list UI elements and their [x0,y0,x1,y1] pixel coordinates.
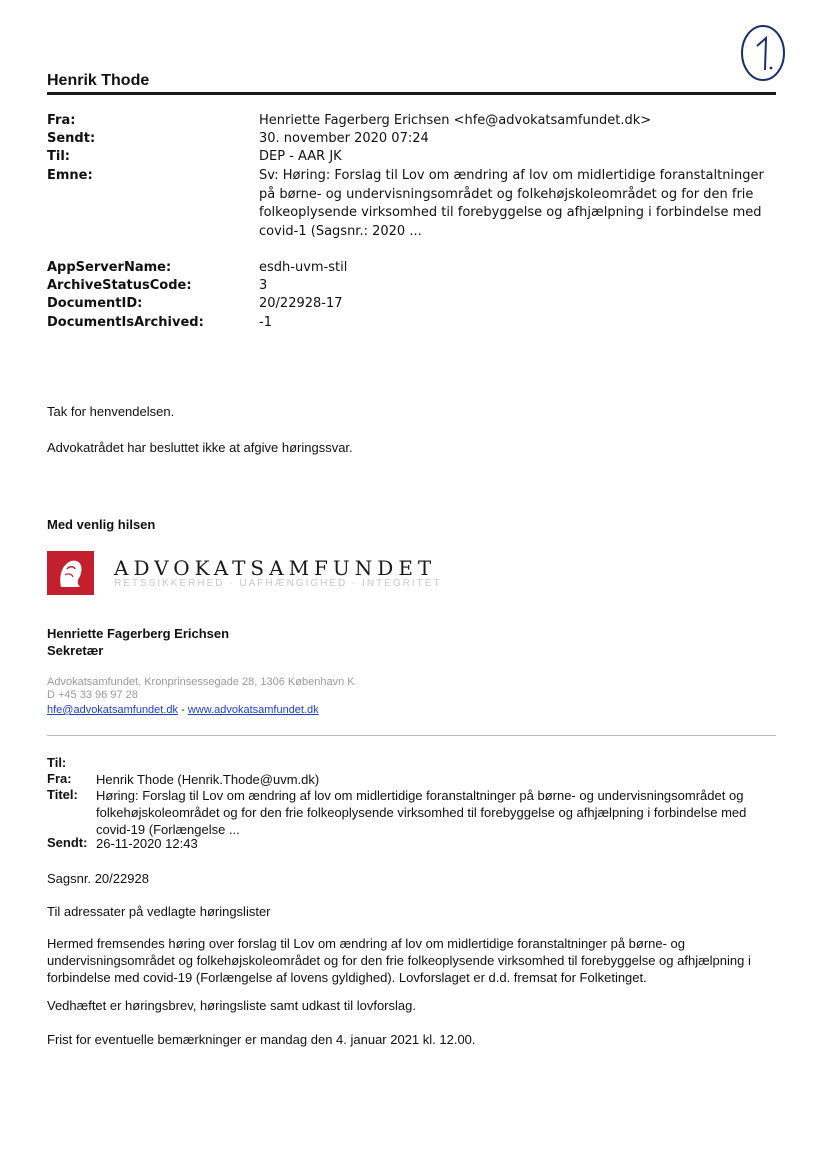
to-label: Til: [47,149,70,164]
appservername-label: AppServerName: [47,260,172,275]
link-separator: - [178,704,188,716]
signature-links [47,704,319,717]
subject-value: Sv: Høring: Forslag til Lov om ændring af lov om midlertidige foranstaltninger på børne- og undervisningsområdet og folkehøjskoleområdet og for den frie folkeoplysende virksomhed til forebyggelse og afhjælpning i forbindelse med covid-1 (Sagsnr.: 2020 ... [259,168,764,239]
signature-title: Sekretær [47,643,104,658]
sent-value: 30. november 2020 07:24 [259,131,429,146]
forwarded-paragraph-1: Hermed fremsendes høring over forslag til Lov om ændring af lov om midlertidige foranstaltninger på børne- og undervisningsområdet og folkehøjskoleområdet og for den frie folkeoplysende virksomhed til forebyggelse og afhjælpning i forbindelse med covid-19 (Forlængelse af lovens gyldighed). Lovforslaget er d.d. fremsat for Folketinget. [47,936,751,985]
forwarded-sent-label: Sendt: [47,835,88,850]
forwarded-title-value: Høring: Forslag til Lov om ændring af lov om midlertidige foranstaltninger på børne- og undervisningsområdet og folkehøjskoleområdet og for den frie folkeoplysende virksomhed til forebyggelse og afhjælpning i forbindelse med covid-19 (Forlængelse ... [96,788,747,837]
from-value: Henriette Fagerberg Erichsen <hfe@advokatsamfundet.dk> [259,113,652,128]
case-number: Sagsnr. 20/22928 [47,871,149,886]
reply-paragraph-1: Tak for henvendelsen. [47,404,175,419]
brand-tagline: RETSSIKKERHED · UAFHÆNGIGHED · INTEGRITET [114,578,442,589]
greeting: Med venlig hilsen [47,517,156,532]
brand-name: ADVOKATSAMFUNDET [114,556,437,580]
signature-contact [47,676,355,702]
forwarded-separator [47,735,776,736]
subject-label: Emne: [47,168,93,183]
sent-label: Sendt: [47,131,96,146]
signature-address: Advokatsamfundet, Kronprinsessegade 28, 1306 København K [47,676,355,688]
from-label: Fra: [47,113,76,128]
signature-phone: D +45 33 96 97 28 [47,689,138,701]
to-value: DEP - AAR JK [259,149,342,164]
signature-email-link[interactable]: hfe@advokatsamfundet.dk [47,704,179,716]
signature-name: Henriette Fagerberg Erichsen [47,626,230,641]
reply-paragraph-2: Advokatrådet har besluttet ikke at afgive høringssvar. [47,440,353,455]
forwarded-from-label: Fra: [47,771,72,786]
forwarded-sent-value: 26-11-2020 12:43 [96,836,198,851]
appservername-value: esdh-uvm-stil [259,260,348,275]
signature-block [47,625,229,659]
handwritten-page-number-mark [740,24,786,82]
forwarded-paragraph-3: Frist for eventuelle bemærkninger er mandag den 4. januar 2021 kl. 12.00. [47,1032,476,1047]
forwarded-from-value: Henrik Thode (Henrik.Thode@uvm.dk) [96,772,320,787]
addressees-line: Til adressater på vedlagte høringslister [47,904,271,919]
sender-name-heading: Henrik Thode [47,72,150,89]
documentid-label: DocumentID: [47,296,143,311]
forwarded-to-label: Til: [47,755,67,770]
forwarded-title-label: Titel: [47,787,78,802]
header-rule [47,92,776,95]
archivestatuscode-value: 3 [259,278,268,293]
archivestatuscode-label: ArchiveStatusCode: [47,278,192,293]
documentid-value: 20/22928-17 [259,296,343,311]
advokatsamfundet-logo-emblem [47,551,94,595]
signature-website-link[interactable]: www.advokatsamfundet.dk [187,704,319,716]
documentisarchived-value: -1 [259,315,272,330]
forwarded-paragraph-2: Vedhæftet er høringsbrev, høringsliste samt udkast til lovforslag. [47,998,416,1013]
documentisarchived-label: DocumentIsArchived: [47,315,204,330]
